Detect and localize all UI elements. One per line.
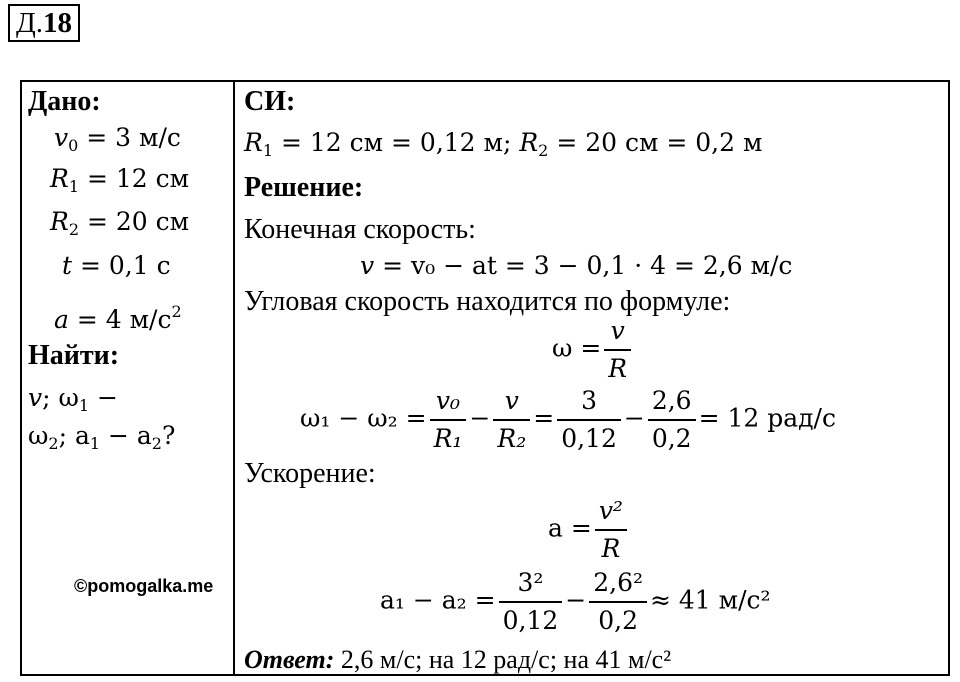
find-heading: Найти: bbox=[28, 340, 120, 371]
problem-number: 18 bbox=[43, 7, 73, 39]
si-heading: СИ: bbox=[244, 86, 296, 117]
problem-label bbox=[8, 4, 80, 42]
find-line-2: $\omega_2$; $a_1 - a_2$? bbox=[28, 421, 176, 453]
acceleration-difference-formula: a₁ − a₂ = $\frac{\text{3²}}{0,12}$ − $\frac{\text{2,6²}}{0,2}$ ≈ 41 м/с² bbox=[380, 568, 771, 635]
watermark: ©pomogalka.me bbox=[74, 576, 214, 596]
find-line-1: v; $\omega_1$ − bbox=[28, 383, 118, 415]
acceleration-formula: a = $\frac{\text{v²}}{R}$ bbox=[548, 496, 630, 564]
acceleration-label: Ускорение: bbox=[244, 458, 376, 489]
final-speed-formula: v = v₀ − at = 3 − 0,1 · 4 = 2,6 м/с bbox=[360, 251, 793, 280]
given-t: t = 0,1 с bbox=[62, 251, 171, 280]
final-speed-label: Конечная скорость: bbox=[244, 214, 476, 245]
omega-formula: ω = $\frac{v}{R}$ bbox=[552, 316, 634, 384]
column-divider bbox=[233, 80, 235, 676]
omega-difference-formula: ω₁ − ω₂ = $\frac{\text{v₀}}{\text{R₁}}$ − $\frac{v}{\text{R₂}}$ = $\frac{3}{0,12}$ − $\frac{2,6}{0,2}$ = 12 рад/с bbox=[300, 386, 836, 453]
angular-speed-label: Угловая скорость находится по формуле: bbox=[244, 286, 731, 317]
given-a: a = 4 $м/с^2$ bbox=[54, 302, 182, 334]
si-conversion: $R_1 = 12$ см = 0,12 м; $R_2 = 20$ см = 0,2 м bbox=[244, 128, 763, 160]
solution-heading: Решение: bbox=[244, 172, 364, 203]
problem-prefix: Д. bbox=[16, 7, 44, 39]
given-r2: $R_2 = 20$ см bbox=[50, 207, 190, 239]
given-v0: $v_0 = 3$ м/с bbox=[54, 123, 181, 155]
given-r1: $R_1 = 12$ см bbox=[50, 164, 190, 196]
answer-line: Ответ: 2,6 м/с; на 12 рад/с; на 41 м/с² bbox=[244, 645, 672, 674]
given-heading: Дано: bbox=[28, 86, 101, 117]
